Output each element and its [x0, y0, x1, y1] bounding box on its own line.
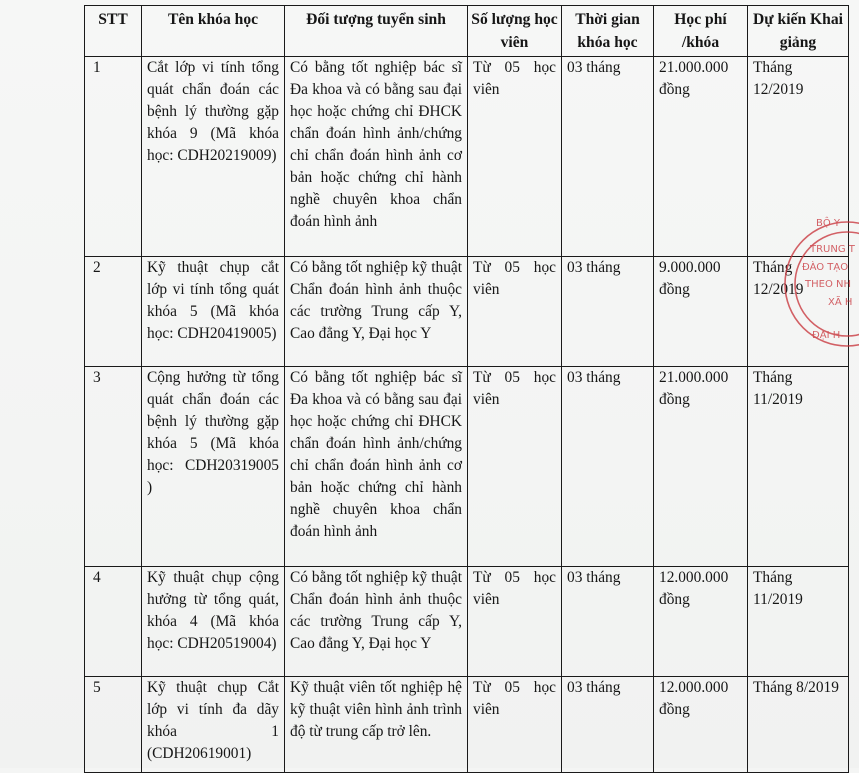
table-row: [85, 677, 849, 773]
cell-course: Cắt lớp vi tính tổng quát chẩn đoán các bệnh lý thường gặp khóa 9 (Mã khóa học: CDH20219009): [142, 57, 285, 257]
header-students: Số lượng học viên: [468, 6, 562, 57]
header-fee: Học phí /khóa: [654, 6, 748, 57]
cell-fee: 9.000.000 đồng: [654, 257, 748, 367]
table-row: [85, 567, 849, 677]
course-table: [84, 5, 849, 773]
cell-students: Từ 05 học viên: [468, 367, 562, 567]
cell-duration: 03 tháng: [562, 567, 654, 677]
cell-fee: 12.000.000 đồng: [654, 677, 748, 773]
header-start: Dự kiến Khai giảng: [748, 6, 849, 57]
seal-text: ĐÀO TẠO: [802, 262, 849, 273]
cell-start: Tháng 12/2019: [748, 57, 849, 257]
cell-stt: 3: [85, 367, 142, 567]
table-row: [85, 57, 849, 257]
table-row: [85, 257, 849, 367]
cell-course: Kỹ thuật chụp cắt lớp vi tính tổng quát khóa 5 (Mã khóa học: CDH20419005): [142, 257, 285, 367]
cell-course: Kỹ thuật chụp cộng hưởng từ tổng quát, khóa 4 (Mã khóa học: CDH20519004): [142, 567, 285, 677]
cell-stt: 4: [85, 567, 142, 677]
seal-text: THEO NH: [805, 279, 851, 290]
header-course-name: Tên khóa học: [142, 6, 285, 57]
cell-duration: 03 tháng: [562, 367, 654, 567]
cell-duration: 03 tháng: [562, 57, 654, 257]
seal-text: XÃ H: [828, 297, 853, 308]
cell-target: Có bằng tốt nghiệp bác sĩ Đa khoa và có bằng sau đại học hoặc chứng chỉ ĐHCK chẩn đoán hình ảnh/chứng chỉ chẩn đoán hình ảnh cơ bản hoặc chứng chỉ hành nghề chuyên khoa chẩn đoán hình ảnh: [285, 57, 468, 257]
cell-target: Kỹ thuật viên tốt nghiệp hệ kỹ thuật viên hình ảnh trình độ từ trung cấp trở lên.: [285, 677, 468, 773]
seal-text: TRUNG T: [810, 244, 855, 255]
cell-course: Cộng hưởng từ tổng quát chẩn đoán các bệnh lý thường gặp khóa 5 (Mã khóa học: CDH20319005 ): [142, 367, 285, 567]
cell-stt: 5: [85, 677, 142, 773]
cell-duration: 03 tháng: [562, 257, 654, 367]
cell-target: Có bằng tốt nghiệp kỹ thuật Chẩn đoán hình ảnh thuộc các trường Trung cấp Y, Cao đẳng Y, Đại học Y: [285, 257, 468, 367]
header-target: Đối tượng tuyển sinh: [285, 6, 468, 57]
table-row: [85, 367, 849, 567]
table-header-row: [85, 6, 849, 57]
cell-course: Kỹ thuật chụp Cắt lớp vi tính đa dãy khóa 1 (CDH20619001): [142, 677, 285, 773]
cell-duration: 03 tháng: [562, 677, 654, 773]
cell-target: Có bằng tốt nghiệp bác sĩ Đa khoa và có bằng sau đại học hoặc chứng chỉ ĐHCK chẩn đoán hình ảnh/chứng chỉ chẩn đoán hình ảnh cơ bản hoặc chứng chỉ hành nghề chuyên khoa chẩn đoán hình ảnh: [285, 367, 468, 567]
cell-students: Từ 05 học viên: [468, 567, 562, 677]
header-duration: Thời gian khóa học: [562, 6, 654, 57]
cell-students: Từ 05 học viên: [468, 57, 562, 257]
cell-start: Tháng 11/2019: [748, 367, 849, 567]
cell-target: Có bằng tốt nghiệp kỹ thuật Chẩn đoán hình ảnh thuộc các trường Trung cấp Y, Cao đẳng Y, Đại học Y: [285, 567, 468, 677]
cell-fee: 12.000.000 đồng: [654, 567, 748, 677]
header-stt: STT: [85, 6, 142, 57]
cell-fee: 21.000.000 đồng: [654, 57, 748, 257]
cell-students: Từ 05 học viên: [468, 677, 562, 773]
cell-start: Tháng 12/2019: [748, 257, 849, 367]
cell-students: Từ 05 học viên: [468, 257, 562, 367]
seal-text: BỘ Y: [816, 218, 841, 229]
cell-stt: 2: [85, 257, 142, 367]
cell-stt: 1: [85, 57, 142, 257]
seal-text: ĐẠI H: [812, 330, 841, 341]
cell-fee: 21.000.000 đồng: [654, 367, 748, 567]
cell-start: Tháng 11/2019: [748, 567, 849, 677]
cell-start: Tháng 8/2019: [748, 677, 849, 773]
